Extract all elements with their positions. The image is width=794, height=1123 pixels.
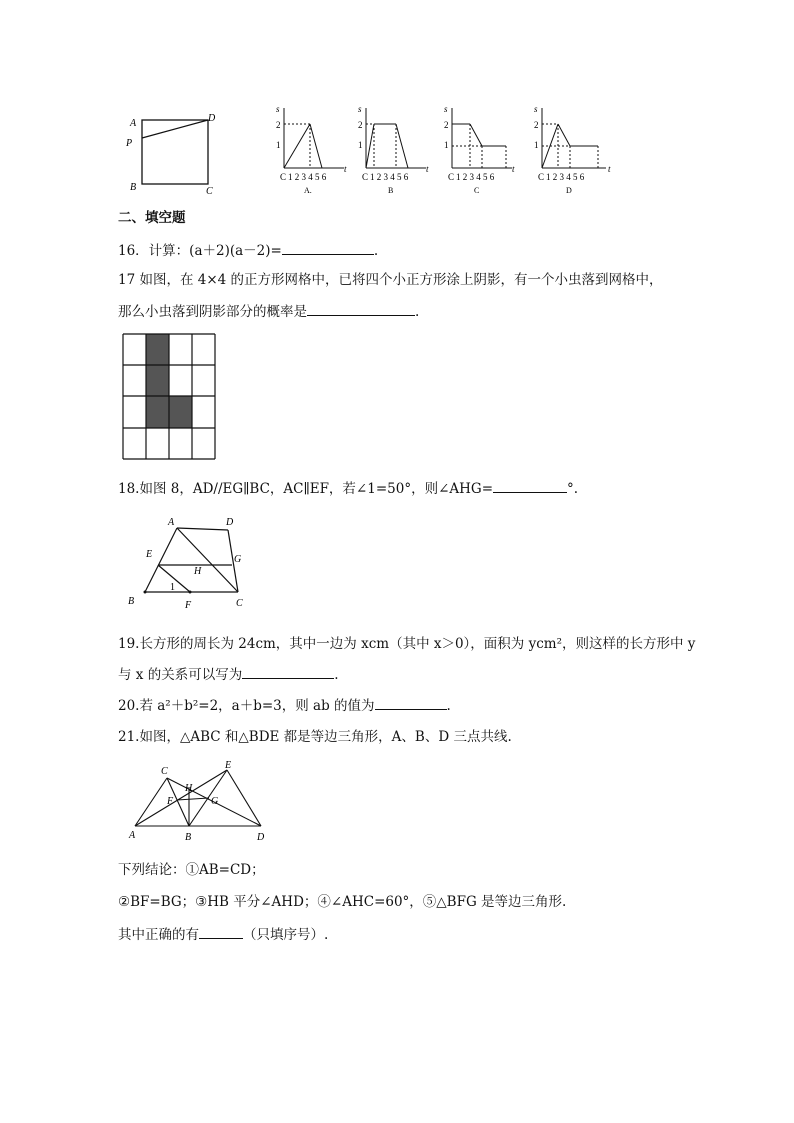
svg-text:t: t — [426, 164, 429, 174]
svg-text:1: 1 — [170, 582, 175, 593]
svg-text:C: C — [362, 172, 369, 182]
svg-text:A: A — [129, 830, 136, 841]
q18-answer-blank[interactable] — [493, 478, 567, 493]
svg-text:1: 1 — [444, 140, 449, 150]
svg-text:D: D — [226, 517, 234, 528]
svg-text:H: H — [194, 566, 202, 577]
q19-answer-blank[interactable] — [242, 664, 334, 679]
axis-t: t — [344, 164, 347, 174]
svg-text:F: F — [167, 796, 174, 807]
figure-18 — [120, 510, 260, 615]
graph-a — [272, 100, 352, 200]
conclusions-line3: 其中正确的有 （只填序号）. — [118, 924, 328, 945]
grid-4x4-figure — [122, 333, 218, 461]
label-D: D — [208, 113, 216, 124]
conclusions-intro: 下列结论：①AB=CD； — [118, 862, 265, 878]
svg-text:s: s — [358, 104, 362, 114]
question-21: 21.如图，△ABC 和△BDE 都是等边三角形，A、B、D 三点共线. — [118, 729, 512, 745]
svg-text:s: s — [444, 104, 448, 114]
caption-c: C — [474, 186, 480, 195]
question-20: 20.若 a²＋b²=2，a＋b=3，则 ab 的值为 . — [118, 695, 451, 716]
svg-text:1 2 3 4 5 6: 1 2 3 4 5 6 — [546, 172, 585, 182]
svg-text:B: B — [128, 596, 135, 607]
question-17-line2: 那么小虫落到阴影部分的概率是 . — [118, 301, 419, 322]
svg-text:H: H — [185, 783, 193, 794]
svg-text:A: A — [168, 517, 175, 528]
label-B: B — [130, 182, 137, 193]
tick-1: 1 — [276, 140, 281, 150]
label-P: P — [126, 138, 133, 149]
svg-text:E: E — [146, 549, 153, 560]
caption-b: B — [388, 186, 394, 195]
svg-text:1: 1 — [534, 140, 539, 150]
q16-answer-blank[interactable] — [282, 240, 374, 255]
svg-text:C: C — [538, 172, 545, 182]
question-18: 18.如图 8，AD//EG∥BC，AC∥EF，若∠1=50°，则∠AHG= °. — [118, 478, 578, 499]
svg-text:2: 2 — [534, 120, 539, 130]
svg-text:1 2 3 4 5 6: 1 2 3 4 5 6 — [456, 172, 495, 182]
svg-text:2: 2 — [358, 120, 363, 130]
conclusions-line2: ②BF=BG；③HB 平分∠AHD；④∠AHC=60°，⑤△BFG 是等边三角形. — [118, 894, 567, 910]
svg-text:F: F — [185, 600, 192, 611]
q20-answer-blank[interactable] — [375, 695, 447, 710]
square-figure — [120, 108, 230, 198]
tick-2: 2 — [276, 120, 281, 130]
svg-text:s: s — [534, 104, 538, 114]
graph-c — [440, 100, 520, 200]
svg-text:t: t — [512, 164, 515, 174]
svg-text:G: G — [211, 796, 219, 807]
label-C: C — [206, 186, 213, 197]
svg-text:C: C — [236, 598, 243, 609]
svg-text:1: 1 — [358, 140, 363, 150]
q17-answer-blank[interactable] — [307, 301, 415, 316]
q21-answer-blank[interactable] — [199, 924, 243, 939]
graph-d — [530, 100, 620, 200]
axis-s: s — [276, 104, 280, 114]
origin: C — [280, 172, 287, 182]
figure-21 — [125, 758, 275, 848]
svg-text:1 2 3 4 5 6: 1 2 3 4 5 6 — [370, 172, 409, 182]
svg-text:D: D — [257, 832, 265, 843]
question-19-line2: 与 x 的关系可以写为 . — [118, 664, 339, 685]
caption-d: D — [566, 186, 572, 195]
svg-text:B: B — [185, 832, 192, 843]
svg-text:C: C — [448, 172, 455, 182]
svg-text:2: 2 — [444, 120, 449, 130]
svg-text:E: E — [225, 760, 232, 771]
caption-a: A. — [304, 186, 312, 195]
svg-text:C: C — [161, 766, 168, 777]
q16-text: 16．计算：(a＋2)(a－2)= — [118, 243, 282, 259]
svg-text:t: t — [608, 164, 611, 174]
svg-text:G: G — [234, 554, 242, 565]
graph-b — [354, 100, 434, 200]
question-19-line1: 19.长方形的周长为 24cm，其中一边为 xcm（其中 x＞0），面积为 ycm²，则这样的长方形中 y — [118, 636, 696, 652]
label-A: A — [130, 118, 137, 129]
question-16: 16．计算：(a＋2)(a－2)= . — [118, 240, 378, 261]
question-17-line1: 17 如图，在 4×4 的正方形网格中，已将四个小正方形涂上阴影，有一个小虫落到网格中， — [118, 272, 663, 288]
x-ticks: 1 2 3 4 5 6 — [288, 172, 327, 182]
section-heading: 二、填空题 — [118, 210, 186, 226]
